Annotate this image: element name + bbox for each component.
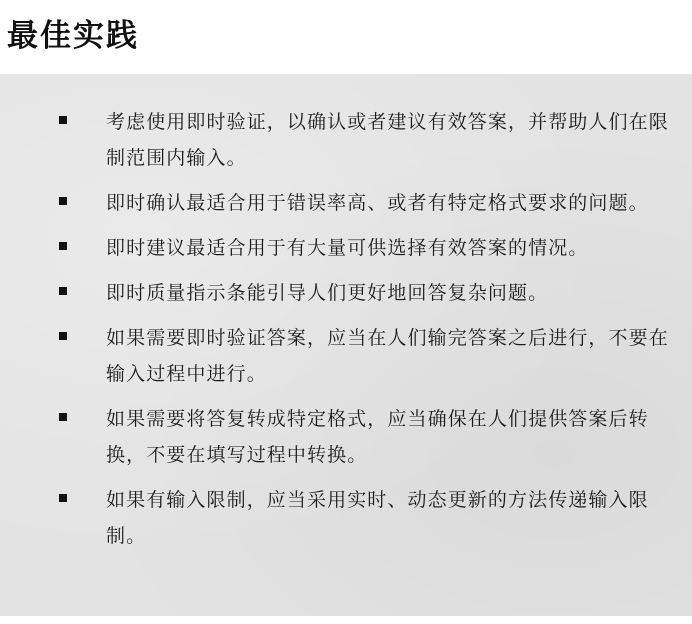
page-title: 最佳实践 [7, 18, 139, 54]
square-bullet-icon [59, 287, 67, 295]
list-item [0, 104, 692, 176]
list-item [0, 275, 692, 311]
list-item [0, 320, 692, 392]
bullet-list [0, 104, 692, 563]
square-bullet-icon [59, 332, 67, 340]
list-item [0, 185, 692, 221]
list-item [0, 230, 692, 266]
bullet-text: 即时建议最适合用于有大量可供选择有效答案的情况。 [106, 237, 589, 259]
bullet-text: 如果需要将答复转成特定格式，应当确保在人们提供答案后转换，不要在填写过程中转换。 [106, 408, 649, 466]
bullet-text: 如果需要即时验证答案，应当在人们输完答案之后进行，不要在输入过程中进行。 [106, 327, 669, 385]
best-practices-box [0, 74, 692, 616]
square-bullet-icon [59, 116, 67, 124]
square-bullet-icon [59, 197, 67, 205]
bullet-text: 如果有输入限制，应当采用实时、动态更新的方法传递输入限制。 [106, 489, 649, 547]
list-item [0, 401, 692, 473]
bullet-text: 即时质量指示条能引导人们更好地回答复杂问题。 [106, 282, 549, 304]
square-bullet-icon [59, 413, 67, 421]
bullet-text: 即时确认最适合用于错误率高、或者有特定格式要求的问题。 [106, 192, 649, 214]
list-item [0, 482, 692, 554]
square-bullet-icon [59, 242, 67, 250]
square-bullet-icon [59, 494, 67, 502]
bullet-text: 考虑使用即时验证，以确认或者建议有效答案，并帮助人们在限制范围内输入。 [106, 111, 669, 169]
